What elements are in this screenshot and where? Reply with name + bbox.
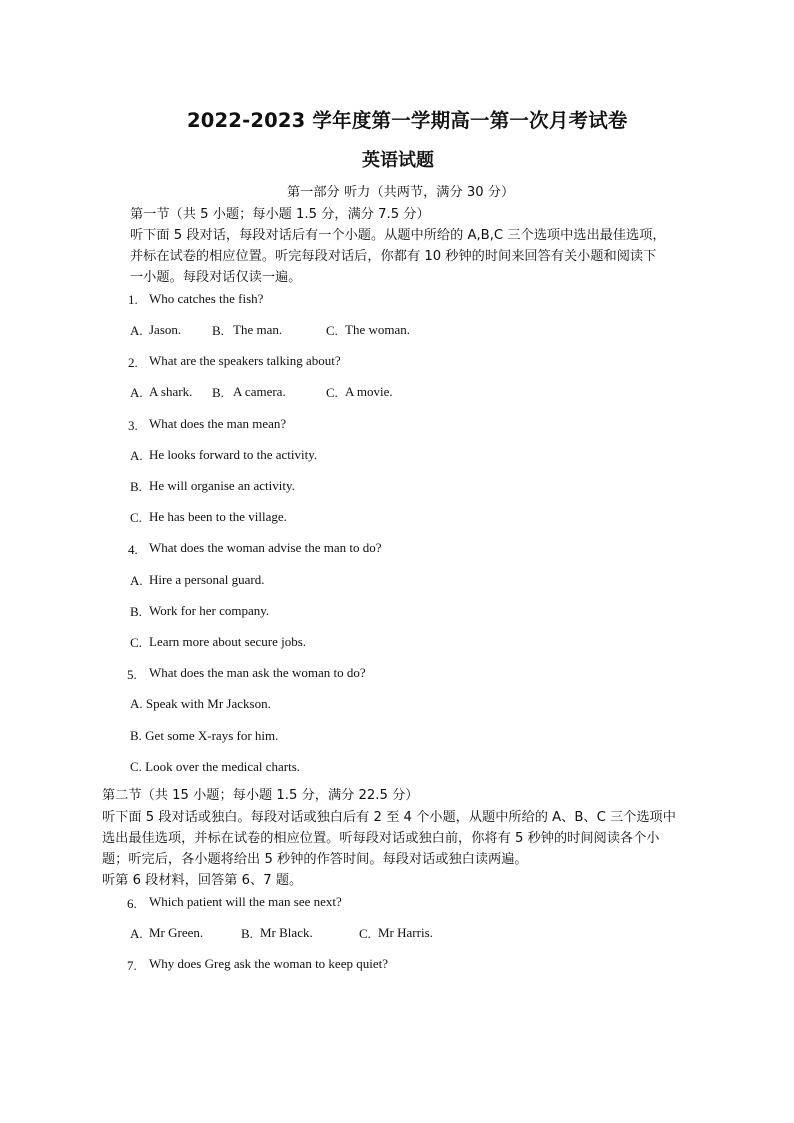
option-letter: A. [130,573,143,588]
option-a: Jason. [149,322,182,337]
question-number: 5. [127,667,137,682]
option-c: A movie. [345,384,393,399]
question-text: What are the speakers talking about? [149,353,341,368]
option-letter: C. [326,385,338,400]
option-letter: C. [130,635,142,650]
section2-instruction-line: 题；听完后，各小题将给出 5 秒钟的作答时间。每段对话或独白读两遍。 [102,852,528,867]
option-letter: B. [241,926,253,941]
section1-instruction-line: 并标在试卷的相应位置。听完每段对话后，你都有 10 秒钟的时间来回答有关小题和阅读下 [130,249,657,264]
option-letter: C. [359,926,371,941]
option-letter: C. [130,510,142,525]
question-text: Who catches the fish? [149,291,264,306]
part-heading: 第一部分 听力（共两节，满分 30 分） [287,185,515,200]
option-c: He has been to the village. [149,509,287,524]
option-a: A. Speak with Mr Jackson. [130,696,271,711]
section1-instruction-line: 听下面 5 段对话，每段对话后有一个小题。从题中所给的 A,B,C 三个选项中选出最佳选项， [130,228,666,243]
option-letter: B. [212,323,224,338]
option-letter: A. [130,448,143,463]
option-a: A shark. [149,384,193,399]
exam-subtitle: 英语试题 [362,150,434,171]
option-letter: A. [130,385,143,400]
question-number: 3. [128,418,138,433]
question-number: 2. [128,355,138,370]
question-text: What does the woman advise the man to do? [149,540,382,555]
section1-heading: 第一节（共 5 小题；每小题 1.5 分，满分 7.5 分） [130,207,430,222]
question-number: 4. [128,542,138,557]
section2-instruction-line: 选出最佳选项，并标在试卷的相应位置。听每段对话或独白前，你将有 5 秒钟的时间阅读各个小 [102,831,660,846]
option-letter: B. [212,385,224,400]
option-b: A camera. [233,384,286,399]
section2-instruction-line: 听下面 5 段对话或独白。每段对话或独白后有 2 至 4 个小题，从题中所给的 A、B、C 三个选项中 [102,810,676,825]
option-letter: A. [130,323,143,338]
option-letter: C. [326,323,338,338]
option-b: B. Get some X-rays for him. [130,728,279,743]
section2-heading: 第二节（共 15 小题；每小题 1.5 分，满分 22.5 分） [102,788,419,803]
exam-title: 2022-2023 学年度第一学期高一第一次月考试卷 [187,109,628,132]
question-text: What does the man mean? [149,416,287,431]
section1-instruction-line: 一小题。每段对话仅读一遍。 [130,270,302,285]
option-letter: A. [130,926,143,941]
question-text: Why does Greg ask the woman to keep quiet? [149,956,388,971]
option-c: Learn more about secure jobs. [149,634,307,649]
option-a: He looks forward to the activity. [149,447,318,462]
question-number: 6. [127,896,137,911]
option-c: C. Look over the medical charts. [130,759,301,774]
question-text: Which patient will the man see next? [149,894,342,909]
option-b: Work for her company. [149,603,270,618]
option-b: Mr Black. [260,925,313,940]
question-text: What does the man ask the woman to do? [149,665,366,680]
material-note: 听第 6 段材料，回答第 6、7 题。 [102,873,303,888]
option-b: He will organise an activity. [149,478,295,493]
option-letter: B. [130,604,142,619]
option-b: The man. [233,322,283,337]
question-number: 7. [127,958,137,973]
option-c: Mr Harris. [378,925,433,940]
option-letter: B. [130,479,142,494]
option-a: Hire a personal guard. [149,572,265,587]
option-a: Mr Green. [149,925,204,940]
question-number: 1. [128,292,138,307]
option-c: The woman. [345,322,410,337]
